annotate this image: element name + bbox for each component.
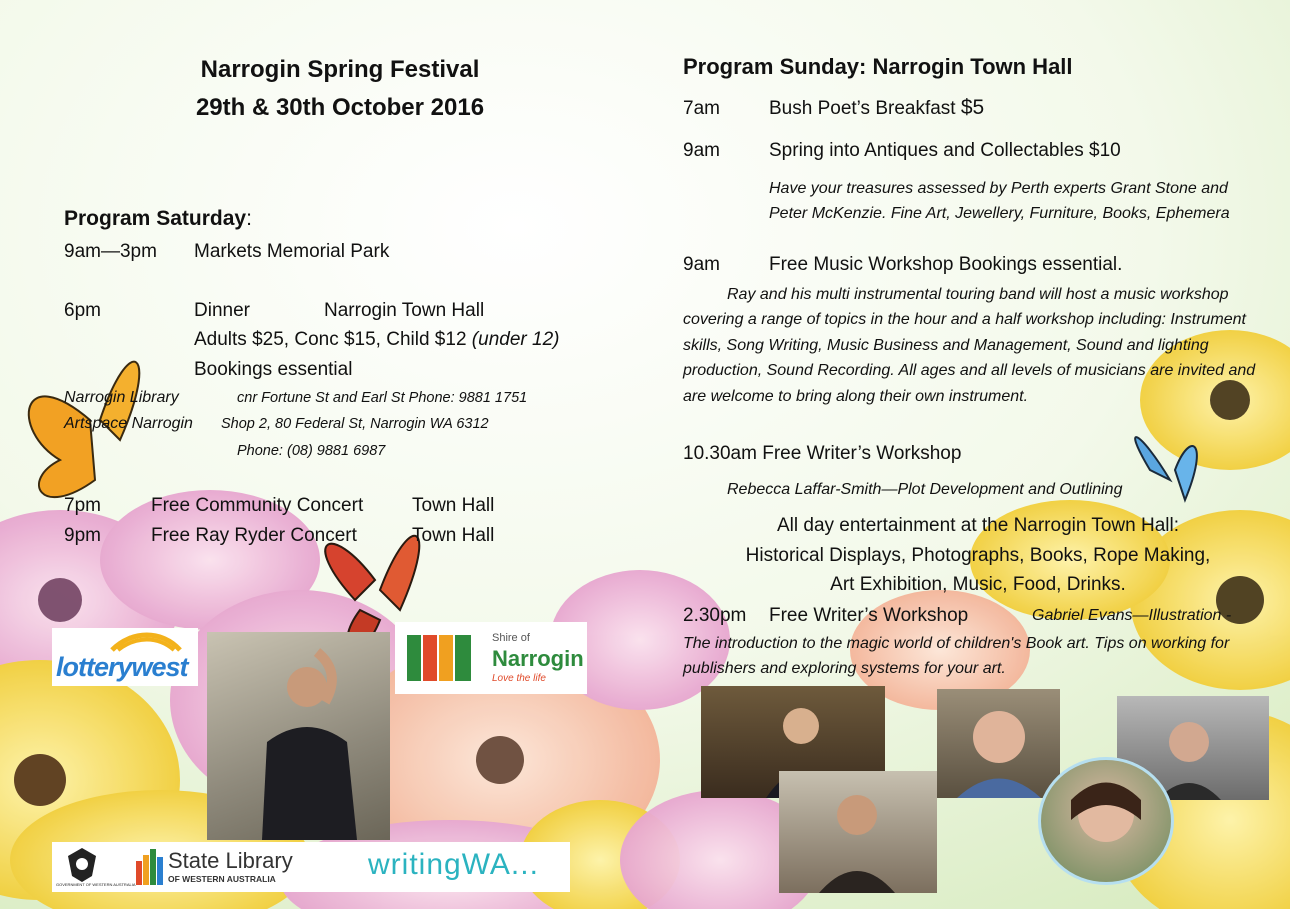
outlet-artspace-detail: Shop 2, 80 Federal St, Narrogin WA 6312: [221, 416, 489, 432]
markets-time: 9am—3pm: [64, 241, 157, 262]
markets-text: Markets Memorial Park: [194, 241, 390, 262]
antiques-desc: Have your treasures assessed by Perth experts Grant Stone and Peter McKenzie. Fine Art, Jewellery, Furniture, Books, Ephemera: [769, 180, 1230, 222]
performer-silhouette-icon: [207, 632, 390, 840]
outlet-artspace-name: Artspace Narrogin: [64, 415, 193, 432]
ray-ryder-photo: [207, 632, 390, 840]
breakfast-label: Bush Poet’s Breakfast: [769, 98, 961, 119]
antiques-time: 9am: [683, 140, 720, 161]
presenter-silhouette-icon: [779, 771, 937, 893]
gov-small-text: GOVERNMENT OF WESTERN AUSTRALIA: [56, 882, 136, 887]
writer1-presenter: Rebecca Laffar-Smith—Plot Development and Outlining: [727, 481, 1123, 498]
allday-line-1: All day entertainment at the Narrogin Town Hall:: [776, 515, 1180, 536]
shire-tag-text: Love the life: [492, 673, 546, 684]
dinner-prices-text: Adults $25, Conc $15, Child $12: [194, 329, 472, 350]
outlet-phone: Phone: (08) 9881 6987: [237, 443, 386, 459]
dinner-label: Dinner: [194, 300, 250, 321]
allday-line-3: Art Exhibition, Music, Food, Drinks.: [830, 574, 1126, 595]
saturday-heading-colon: :: [246, 207, 252, 230]
presenter-silhouette-icon: [937, 689, 1060, 798]
festival-title: Narrogin Spring Festival: [200, 56, 480, 83]
music-text: Free Music Workshop Bookings essential.: [769, 254, 1123, 275]
breakfast-time: 7am: [683, 98, 720, 119]
concert-2-venue: Town Hall: [412, 525, 495, 546]
concert-1-name: Free Community Concert: [151, 495, 364, 516]
rebecca-laffar-smith-photo: [1038, 757, 1174, 885]
presenter-silhouette-icon: [1041, 760, 1171, 882]
saturday-heading: [64, 207, 252, 231]
shire-of-text: Shire of: [492, 632, 530, 644]
state-library-sub-text: OF WESTERN AUSTRALIA: [168, 874, 276, 884]
breakfast-text: [769, 96, 984, 120]
festival-dates: 29th & 30th October 2016: [195, 94, 485, 121]
dinner-prices: [194, 329, 559, 351]
outlet-library-detail: cnr Fortune St and Earl St Phone: 9881 1751: [237, 390, 528, 406]
dinner-venue: Narrogin Town Hall: [324, 300, 485, 321]
concert-1-time: 7pm: [64, 495, 101, 516]
concert-1-venue: Town Hall: [412, 495, 495, 516]
breakfast-price: $5: [960, 96, 985, 119]
sponsor-logo-strip: [52, 842, 570, 892]
writer1-line: 10.30am Free Writer’s Workshop: [683, 443, 962, 464]
outlet-library-name: Narrogin Library: [64, 389, 179, 406]
dinner-time: 6pm: [64, 300, 101, 321]
writer2-time: 2.30pm: [683, 605, 747, 626]
writingwa-text: writingWA...: [368, 848, 539, 881]
antiques-text: Spring into Antiques and Collectables $10: [769, 140, 1121, 161]
wa-government-crest-icon: [62, 846, 102, 886]
writer2-desc: The introduction to the magic world of children's Book art. Tips on working for publishers and exploring systems for your art.: [683, 635, 1230, 677]
allday-line-2: Historical Displays, Photographs, Books, Rope Making,: [745, 545, 1211, 566]
concert-2-name: Free Ray Ryder Concert: [151, 525, 357, 546]
shire-of-narrogin-logo: [395, 622, 587, 694]
ray-presenter-photo: [779, 771, 937, 893]
lotterywest-text: lotterywest: [56, 652, 188, 682]
dinner-prices-note: (under 12): [471, 329, 560, 350]
state-library-text: State Library: [168, 848, 293, 873]
peter-mckenzie-photo: [937, 689, 1060, 798]
shire-emblem-icon: [405, 633, 475, 683]
music-time: 9am: [683, 254, 720, 275]
shire-name-text: Narrogin: [492, 646, 584, 671]
writer2-text: Free Writer’s Workshop: [769, 605, 969, 626]
lotterywest-logo: [52, 628, 198, 686]
music-desc: Ray and his multi instrumental touring band will host a music workshop covering a range of topics in the hour and a half workshop including: Instrument skills, Song Writing, Music Business and Management, Sound and lighting production, Sound Recording. All ages and all levels of musicians are invited and are welcome to bring along their own instrument.: [683, 286, 1256, 405]
writer2-presenter: Gabriel Evans—Illustration -: [1032, 607, 1232, 624]
concert-2-time: 9pm: [64, 525, 101, 546]
sunday-heading: Program Sunday: Narrogin Town Hall: [683, 54, 1073, 79]
state-library-emblem-icon: [136, 847, 164, 885]
dinner-bookings: Bookings essential: [194, 359, 353, 380]
saturday-heading-text: Program Saturday: [64, 207, 247, 230]
